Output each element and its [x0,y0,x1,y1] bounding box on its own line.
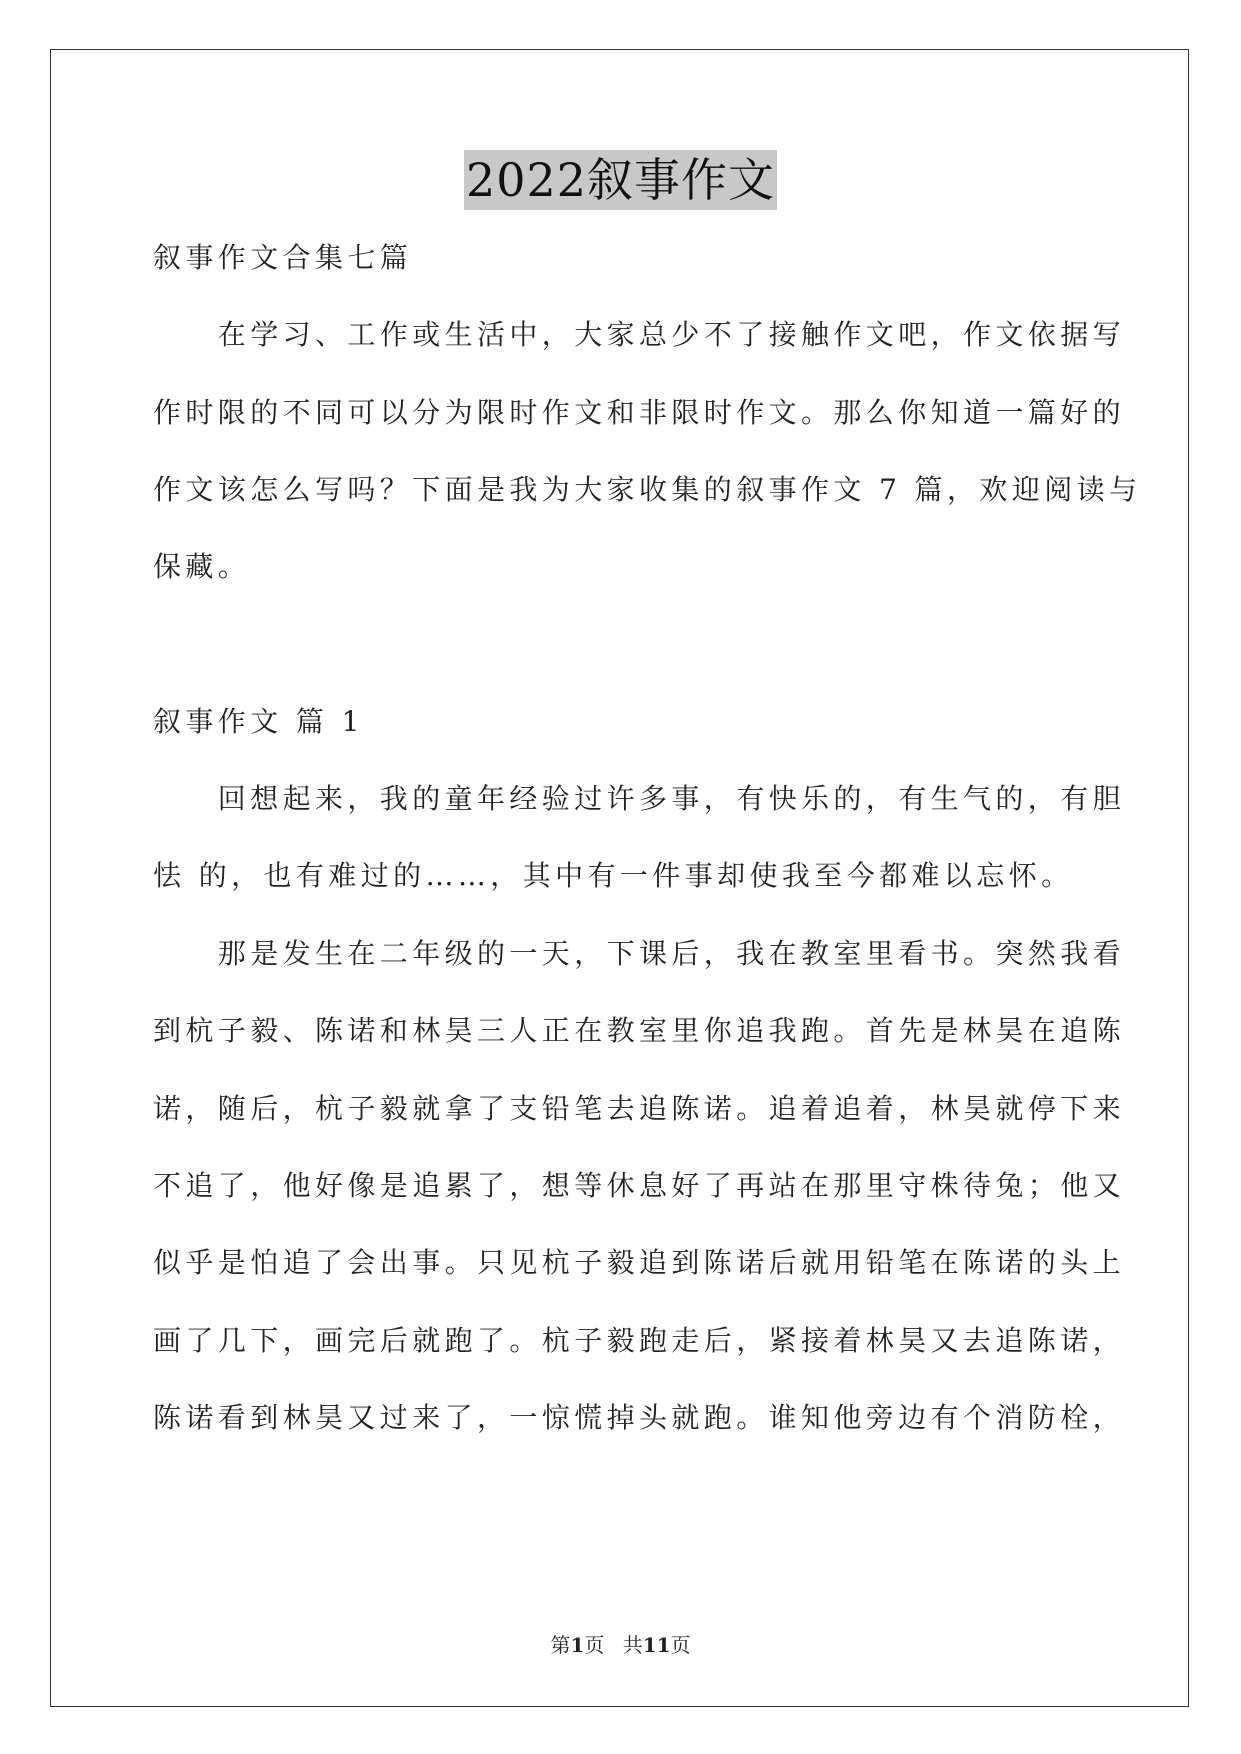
body-line: 怯 的，也有难过的……，其中有一件事却使我至今都难以忘怀。 [153,859,1074,892]
intro-line: 作文该怎么写吗？下面是我为大家收集的叙事作文 7 篇，欢迎阅读与 [153,473,1142,506]
body-line: 那是发生在二年级的一天，下课后，我在教室里看书。突然我看 [153,937,1126,970]
section-heading: 叙事作文 篇 1 [153,705,364,738]
document-subtitle: 叙事作文合集七篇 [153,241,413,274]
intro-line: 在学习、工作或生活中，大家总少不了接触作文吧，作文依据写 [153,318,1126,351]
body-line: 诺，随后，杭子毅就拿了支铅笔去追陈诺。追着追着，林昊就停下来 [153,1092,1126,1125]
total-pages-indicator: 共11页 [622,1633,691,1657]
body-line: 陈诺看到林昊又过来了，一惊慌掉头就跑。谁知他旁边有个消防栓， [153,1401,1126,1434]
intro-line: 保藏。 [153,550,251,583]
intro-line: 作时限的不同可以分为限时作文和非限时作文。那么你知道一篇好的 [153,396,1126,429]
body-line: 到杭子毅、陈诺和林昊三人正在教室里你追我跑。首先是林昊在追陈 [153,1014,1126,1047]
body-line: 似乎是怕追了会出事。只见杭子毅追到陈诺后就用铅笔在陈诺的头上 [153,1246,1126,1279]
body-line: 画了几下，画完后就跑了。杭子毅跑走后，紧接着林昊又去追陈诺， [153,1324,1126,1357]
title-container [0,150,1241,210]
body-line: 回想起来，我的童年经验过许多事，有快乐的，有生气的，有胆 [153,782,1126,815]
page-footer [0,1632,1241,1658]
document-title: 2022叙事作文 [464,150,777,210]
body-line: 不追了，他好像是追累了，想等休息好了再站在那里守株待兔；他又 [153,1169,1126,1202]
current-page-indicator: 第1页 [550,1633,605,1657]
